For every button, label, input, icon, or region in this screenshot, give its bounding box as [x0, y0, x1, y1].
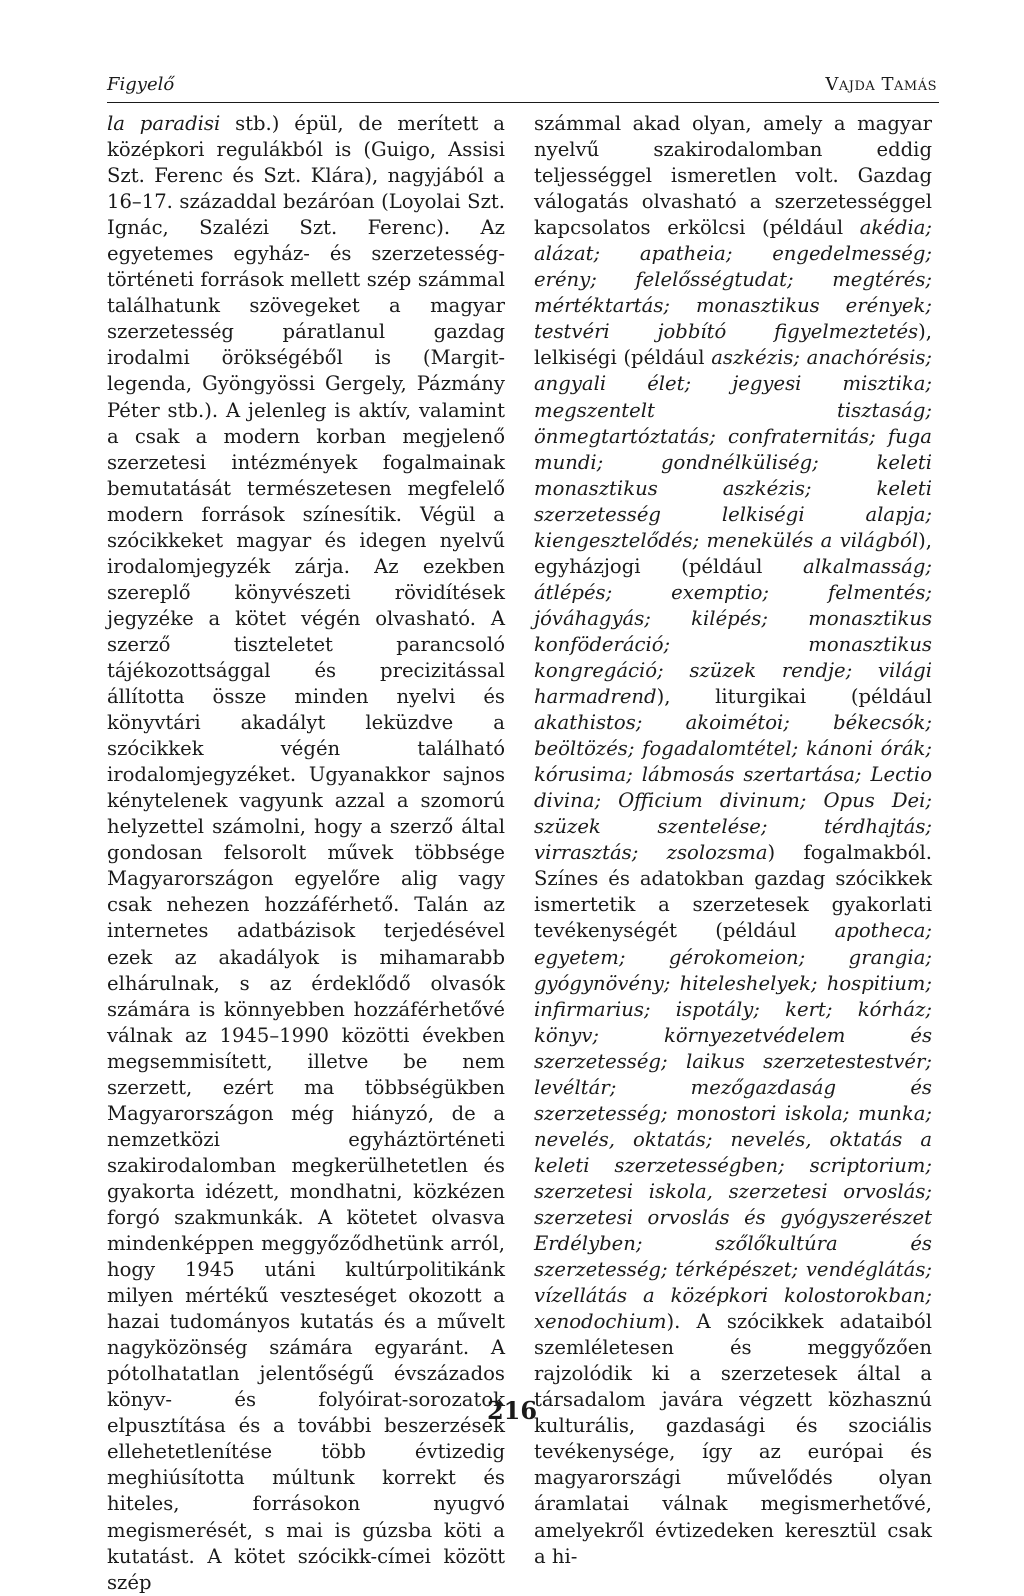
section-title: Figyelő: [107, 74, 175, 95]
running-header: [107, 72, 939, 103]
body-text: stb.) épül, de merített a középkori regulákból is (Guigo, Assisi Szt. Ferenc és Szt. Klára), nagyjából a 16–17. századdal bezáróan (Loyolai Szt. Ignác, Szalézi Szt. Ferenc). Az egyetemes egyház- és szerzetesség-történeti források mellett szép számmal találhatunk szövegeket a magyar szerzetesség páratlanul gazdag irodalmi örökségéből is (Margit-legenda, Gyöngyössi Gergely, Pázmány Péter stb.). A jelenleg is aktív, valamint a csak a modern korban megjelenő szerzetesi intézmények fogalmainak bemutatását természetesen megfelelő modern források színesítik. Végül a szócikkeket magyar és idegen nyelvű irodalomjegyzék zárja. Az ezekben szereplő könyvészeti rövidítések jegyzéke a kötet végén olvasható. A szerző tiszteletet parancsoló tájékozottsággal és precizitással állította össze minden nyelvi és könyvtári akadályt leküzdve a szócikkek végén található irodalomjegyzéket. Ugyanakkor sajnos kénytelenek vagyunk azzal a szomorú helyzettel számolni, hogy a szerző által gondosan felsorolt művek többsége Magyarországon egyelőre alig vagy csak nehezen hozzáférhető. Talán az internetes adatbázisok terjedésével ezek az akadályok is mihamarabb elhárulnak, s az érdeklődő olvasók számára is könnyebben hozzáférhetővé válnak az 1945–1990 közötti években megsemmisített, illetve be nem szerzett, ezért ma többségükben Magyarországon még hiányzó, de a nemzetközi egyháztörténeti szakirodalomban megkerülhetetlen és gyakorta idézett, mondhatni, közkézen forgó szakmunkák. A kötetet olvasva mindenképpen meggyőződhetünk arról, hogy 1945 utáni kultúrpolitikánk milyen mértékű veszteséget okozott a hazai tudományos kutatás és a művelt nagyközönség számára egyaránt. A pótolhatatlan jelentőségű évszázados könyv- és folyóirat-sorozatok elpusztítása és a további beszerzések ellehetetlenítése több évtizedig meghiúsította múltunk korrekt és hiteles, forrásokon nyugvó megismerését, s mai is gúzsba köti a kutatást. A kötet szócikk-címei között szép: [107, 112, 505, 1594]
italic-term-list: akédia; alázat; apatheia; engedelmesség; erény; felelősségtudat; megtérés; mértéktartás; monasztikus erények; testvéri jobbító figyelmeztetés: [534, 216, 932, 344]
text-column-left: [107, 111, 505, 1596]
page-number: 216: [486, 1396, 538, 1425]
italic-term-list: apotheca; egyetem; gérokomeion; grangia; gyógynövény; hiteleshelyek; hospitium; infirmarius; ispotály; kert; kórház; könyv; környezetvédelem és szerzetesség; laikus szerzetestestvér; levéltár; mezőgazdaság és szerzetesség; monostori iskola; munka; nevelés, oktatás; nevelés, oktatás a keleti szerzetességben; scriptorium; szerzetesi iskola, szerzetesi orvoslás; szerzetesi orvoslás és gyógyszerészet Erdélyben; szőlőkultúra és szerzetesség; térképészet; vendéglátás; vízellátás a középkori kolostorokban; xenodochium: [534, 919, 932, 1334]
body-text: ), liturgikai (például: [656, 685, 932, 709]
body-text: ). A szócikkek adataiból szemléletesen és meggyőzően rajzolódik ki a szerzetesek által a társadalom javára végzett közhasznú kulturális, gazdasági és szociális tevékenysége, így az európai és magyarországi művelődés olyan áramlatai válnak megismerhetővé, amelyekről évtizedeken keresztül csak a hi-: [534, 1310, 932, 1568]
body-text: ), lelkiségi (például: [534, 320, 932, 370]
italic-term-list: alkalmasság; átlépés; exemptio; felmentés; jóváhagyás; kilépés; monasztikus konföderáció; monasztikus kongregáció; szüzek rendje; világi harmadrend: [534, 554, 932, 709]
body-text: számmal akad olyan, amely a magyar nyelvű szakirodalomban eddig teljességgel ismeretlen volt. Gazdag válogatás olvasható a szerzetességgel kapcsolatos erkölcsi (például: [534, 112, 932, 240]
italic-term-list: aszkézis; anachórésis; angyali élet; jegyesi misztika; megszentelt tisztaság; önmegtartóztatás; confraternitás; fuga mundi; gondnélküliség; keleti monasztikus aszkézis; keleti szerzetesség lelkiségi alapja; kiengesztelődés; menekülés a világból: [534, 346, 932, 552]
italic-term-list: akathistos; akoimétoi; békecsók; beöltözés; fogadalomtétel; kánoni órák; kórusima; lábmosás szertartása; Lectio divina; Officium divinum; Opus Dei; szüzek szentelése; térdhajtás; virrasztás; zsolozsma: [534, 711, 932, 865]
italic-term: la paradisi: [107, 112, 221, 135]
text-column-right: [534, 111, 932, 1570]
author-name: Vajda Tamás: [825, 74, 937, 95]
body-text: ), egyházjogi (például: [534, 528, 932, 578]
body-text: ) fogalmakból. Színes és adatokban gazdag szócikkek ismertetik a szerzetesek gyakorlati tevékenységét (például: [534, 841, 932, 943]
